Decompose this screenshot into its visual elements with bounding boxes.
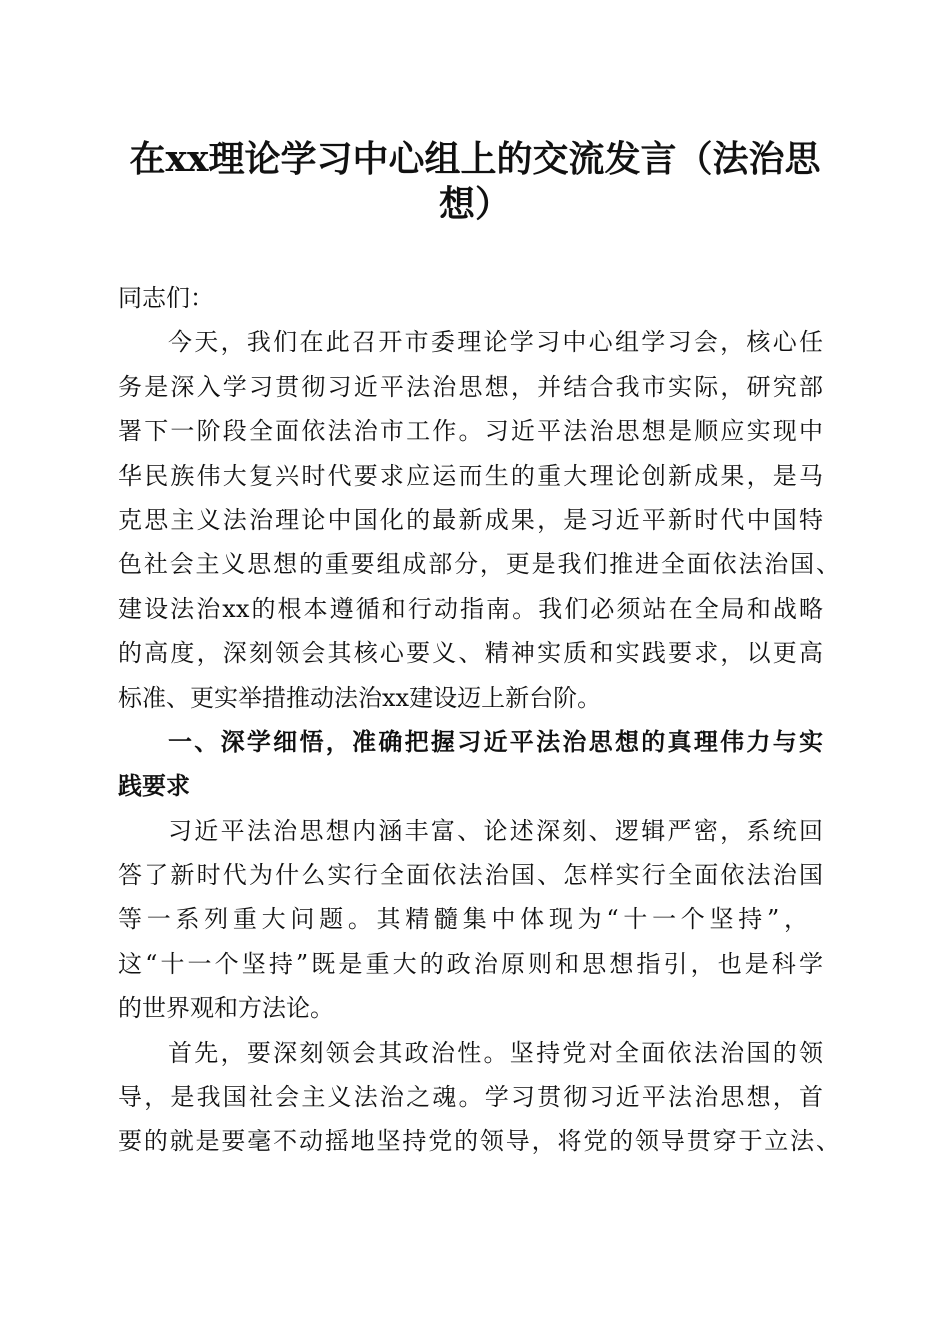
document-body [118, 276, 840, 1164]
paragraph-line: 这“十一个坚持”既是重大的政治原则和思想指引，也是科学 [118, 949, 823, 978]
document-title-line-1: 在xx理论学习中心组上的交流发言（法治思 [129, 138, 821, 180]
paragraph-line: 习近平法治思想内涵丰富、论述深刻、逻辑严密，系统回 [168, 816, 823, 845]
paragraph-line: 导，是我国社会主义法治之魂。学习贯彻习近平法治思想，首 [118, 1083, 823, 1112]
paragraph-line: 的世界观和方法论。 [118, 994, 334, 1023]
paragraph-line: 务是深入学习贯彻习近平法治思想，并结合我市实际，研究部 [118, 372, 823, 401]
paragraph-line: 首先，要深刻领会其政治性。坚持党对全面依法治国的领 [168, 1038, 823, 1067]
paragraph-line: 今天，我们在此召开市委理论学习中心组学习会，核心任 [168, 328, 823, 357]
paragraph-line: 克思主义法治理论中国化的最新成果，是习近平新时代中国特 [118, 505, 823, 534]
paragraph-line: 等一系列重大问题。其精髓集中体现为“十一个坚持”， [118, 905, 808, 934]
paragraph-line: 标准、更实举措推动法治xx建设迈上新台阶。 [118, 683, 602, 712]
paragraph-line: 色社会主义思想的重要组成部分，更是我们推进全面依法治国、 [118, 550, 840, 579]
document-title-line-2: 想） [438, 183, 511, 225]
section-heading-line: 践要求 [118, 772, 190, 801]
paragraph-line: 建设法治xx的根本遵循和行动指南。我们必须站在全局和战略 [118, 594, 823, 623]
paragraph-line: 华民族伟大复兴时代要求应运而生的重大理论创新成果，是马 [118, 461, 823, 490]
paragraph-line: 答了新时代为什么实行全面依法治国、怎样实行全面依法治国 [118, 861, 823, 890]
paragraph-line: 的高度，深刻领会其核心要义、精神实质和实践要求，以更高 [118, 639, 823, 668]
salutation: 同志们： [118, 284, 214, 312]
section-heading-line: 一、深学细悟，准确把握习近平法治思想的真理伟力与实 [168, 727, 823, 756]
paragraph-line: 署下一阶段全面依法治市工作。习近平法治思想是顺应实现中 [118, 417, 823, 446]
paragraph-line: 要的就是要毫不动摇地坚持党的领导，将党的领导贯穿于立法、 [118, 1127, 840, 1156]
